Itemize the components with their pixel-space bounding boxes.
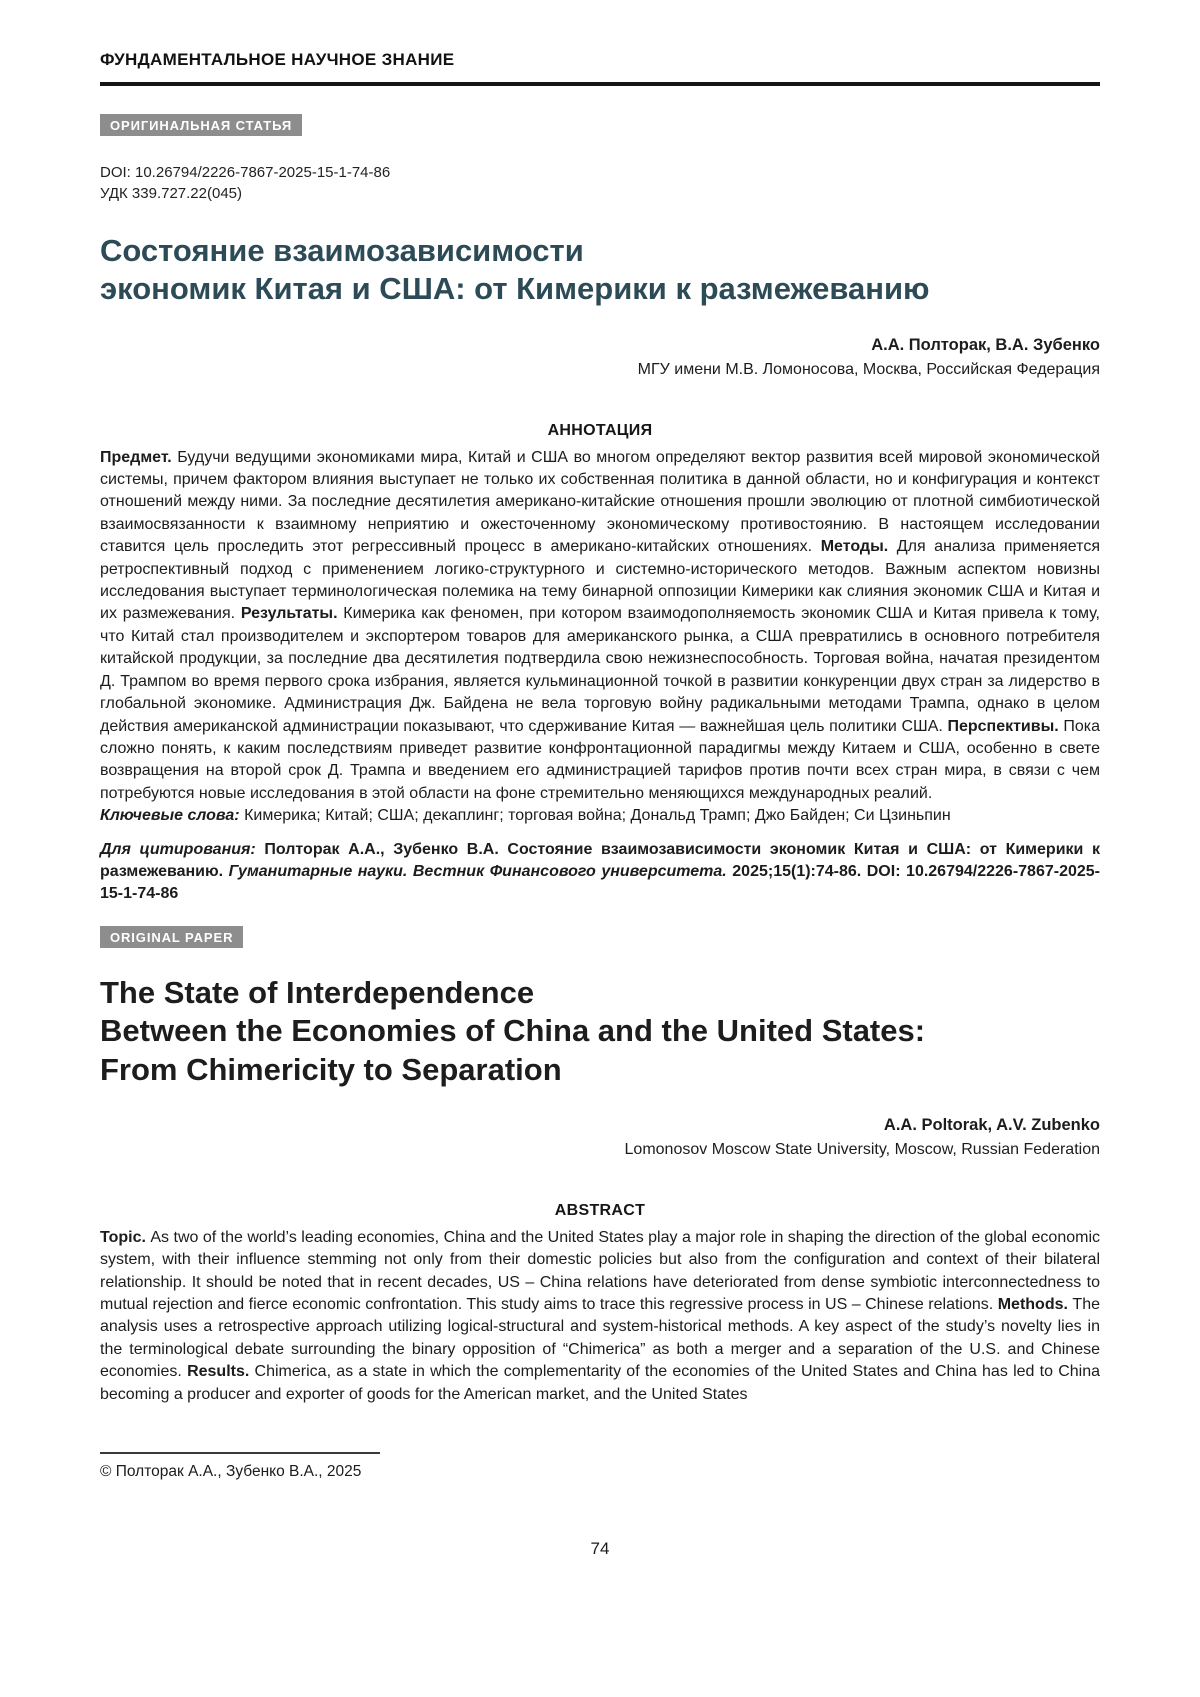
abstract-heading-en: ABSTRACT [554, 1201, 646, 1219]
article-title-en: The State of Interdependence Between the Economies of China and the United States: From Chimericity to Separation [100, 974, 926, 1087]
affiliation-ru: МГУ имени М.В. Ломоносова, Москва, Российская Федерация [637, 360, 1100, 378]
running-head: ФУНДАМЕНТАЛЬНОЕ НАУЧНОЕ ЗНАНИЕ [100, 50, 455, 69]
article-type-badge-en: ORIGINAL PAPER [100, 926, 243, 948]
page-footer [100, 1452, 1100, 1481]
abstract-text-en: Topic. As two of the world’s leading economies, China and the United States play a major role in shaping the direction of the global economic system, with their influence stemming not only from their domestic policies but also from the configuration and context of their bilateral relationship. It should be noted that in recent decades, US – China relations have deteriorated from dense symbiotic interconnectedness to mutual rejection and fierce economic confrontation. This study aims to trace this regressive process in US – Chinese relations. Methods. The analysis uses a retrospective approach utilizing logical-structural and system-historical methods. A key aspect of the study’s novelty lies in the terminological debate surrounding the binary opposition of “Chimerica” as both a merger and a separation of the U.S. and Chinese economies. Results. Chimerica, as a state in which the complementarity of the economies of the United States and China has led to China becoming a producer and exporter of goods for the American market, and the United States [100, 1228, 1101, 1403]
abstract-heading-ru: АННОТАЦИЯ [547, 421, 653, 439]
article-type-badge-ru: ОРИГИНАЛЬНАЯ СТАТЬЯ [100, 114, 302, 136]
footer-rule [100, 1452, 380, 1454]
udc-line: УДК 339.727.22(045) [100, 185, 243, 202]
authors-en: A.A. Poltorak, A.V. Zubenko [883, 1116, 1100, 1135]
keywords-ru: Ключевые слова: Кимерика; Китай; США; декаплинг; торговая война; Дональд Трамп; Джо Байден; Си Цзиньпин [100, 807, 951, 825]
article-meta [100, 162, 1100, 204]
doi-line: DOI: 10.26794/2226-7867-2025-15-1-74-86 [100, 164, 391, 181]
affiliation-en: Lomonosov Moscow State University, Moscow, Russian Federation [624, 1140, 1100, 1158]
abstract-text-ru: Предмет. Будучи ведущими экономиками мира, Китай и США во многом определяют вектор развития всей мировой экономической системы, причем фактором влияния выступает не только их собственная политика в данной области, но и конфигурация и контекст отношений между ними. За последние десятилетия американо-китайские отношения прошли эволюцию от плотной симбиотической взаимосвязанности к взаимному неприятию и ожесточенному экономическому противостоянию. В настоящем исследовании ставится цель проследить этот регрессивный процесс в американо-китайских отношениях. Методы. Для анализа применяется ретроспективный подход с применением логико-структурного и системно-исторического методов. Важным аспектом новизны исследования выступает терминологическая полемика на тему бинарной оппозиции Кимерики как слияния экономик США и Китая и их размежевания. Результаты. Кимерика как феномен, при котором взаимодополняемость экономик США и Китая привела к тому, что Китай стал производителем и экспортером товаров для американского рынка, а США превратились в основного потребителя китайской продукции, за последние два десятилетия подтвердила свою нежизнеспособность. Торговая война, начатая президентом Д. Трампом во время первого срока избрания, является кульминационной точкой в развитии конкуренции двух стран за лидерство в глобальной экономике. Администрация Дж. Байдена не вела торговую войну радикальными методами Трампа, однако в целом действия американской администрации показывают, что сдерживание Китая — важнейшая цель политики США. Перспективы. Пока сложно понять, к каким последствиям приведет развитие конфронтационной парадигмы между Китаем и США, особенно в свете возвращения на второй срок Д. Трампа и введением его администрацией тарифов против почти всех стран мира, в связи с чем потребуются новые исследования в этой области на фоне стремительно меняющихся международных реалий. [100, 448, 1101, 802]
citation-ru: Для цитирования: Полторак А.А., Зубенко В.А. Состояние взаимозависимости экономик Китая и США: от Кимерики к размежеванию. Гуманитарные науки. Вестник Финансового университета. 2025;15(1):74-86. DOI: 10.26794/2226-7867-2025-15-1-74-86 [100, 840, 1101, 903]
copyright-line: © Полторак А.А., Зубенко В.А., 2025 [100, 1463, 362, 1481]
header-rule [100, 82, 1100, 86]
page-number: 74 [590, 1539, 610, 1559]
article-title-ru: Состояние взаимозависимости экономик Китая и США: от Кимерики к размежеванию [100, 233, 930, 307]
authors-ru: А.А. Полторак, В.А. Зубенко [871, 335, 1100, 354]
